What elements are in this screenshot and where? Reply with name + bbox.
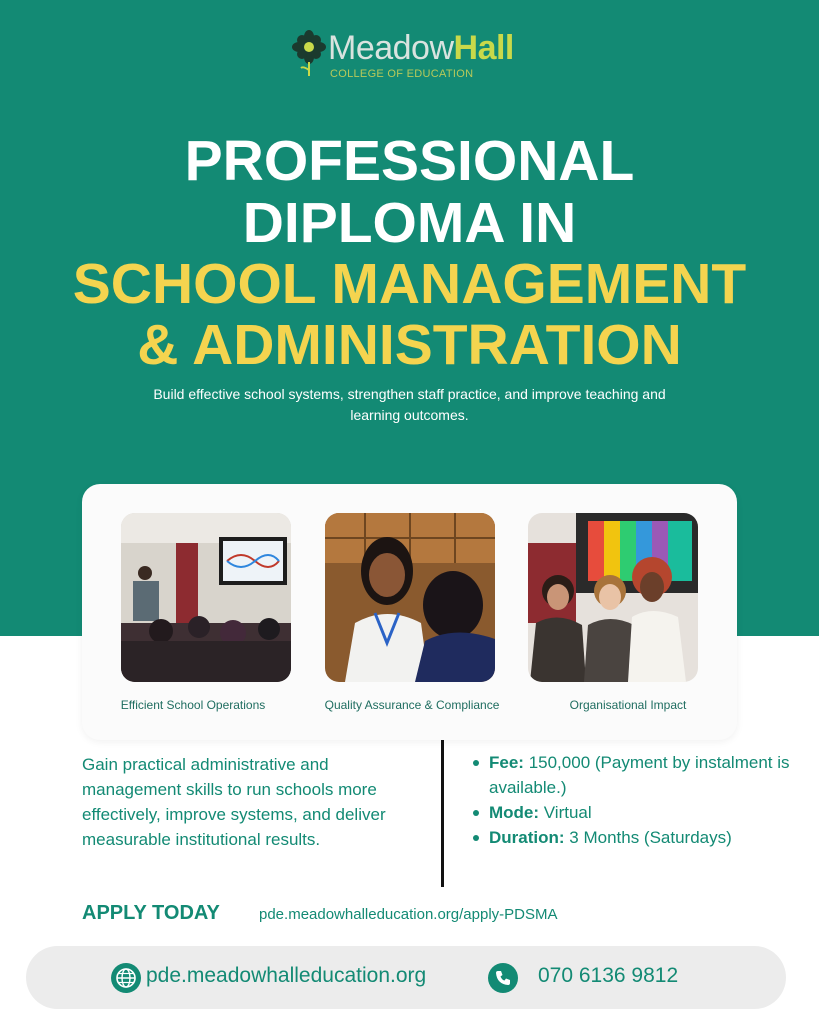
- apply-today-label: APPLY TODAY: [82, 902, 220, 924]
- globe-icon: [111, 963, 141, 993]
- vertical-divider: [441, 740, 444, 887]
- caption-organisational-impact: Organisational Impact: [569, 698, 687, 712]
- logo-subtitle: COLLEGE OF EDUCATION: [330, 68, 474, 80]
- program-details-list: [471, 750, 801, 850]
- headline-line-1: PROFESSIONAL: [184, 129, 635, 193]
- detail-mode: Mode: Virtual: [471, 800, 801, 825]
- caption-quality-assurance: Quality Assurance & Compliance: [324, 698, 500, 712]
- detail-duration: Duration: 3 Months (Saturdays): [471, 825, 801, 850]
- logo-wordmark: MeadowHall: [328, 29, 514, 67]
- headline-subtitle: Build effective school systems, strengthen staff practice, and improve teaching and learning outcomes.: [153, 386, 666, 423]
- headline-line-2: DIPLOMA IN: [242, 191, 577, 255]
- detail-fee: Fee: 150,000 (Payment by instalment is available.): [471, 750, 801, 800]
- phone-icon: [488, 963, 518, 993]
- photo-classroom-presentation: [121, 513, 291, 682]
- website-link[interactable]: pde.meadowhalleducation.org: [146, 964, 427, 987]
- photo-staff-group: [528, 513, 698, 682]
- program-description: Gain practical administrative and management skills to run schools more effectively, improve systems, and deliver measurable institutional results.: [82, 755, 386, 849]
- caption-efficient-operations: Efficient School Operations: [120, 698, 266, 712]
- headline-line-3: SCHOOL MANAGEMENT: [72, 252, 747, 316]
- headline-line-4: & ADMINISTRATION: [137, 313, 682, 377]
- apply-link[interactable]: pde.meadowhalleducation.org/apply-PDSMA: [259, 906, 558, 923]
- meadowhall-logo: [292, 28, 532, 84]
- photo-quality-assurance: [325, 513, 495, 682]
- flower-icon: [292, 30, 326, 78]
- phone-number[interactable]: 070 6136 9812: [538, 964, 679, 987]
